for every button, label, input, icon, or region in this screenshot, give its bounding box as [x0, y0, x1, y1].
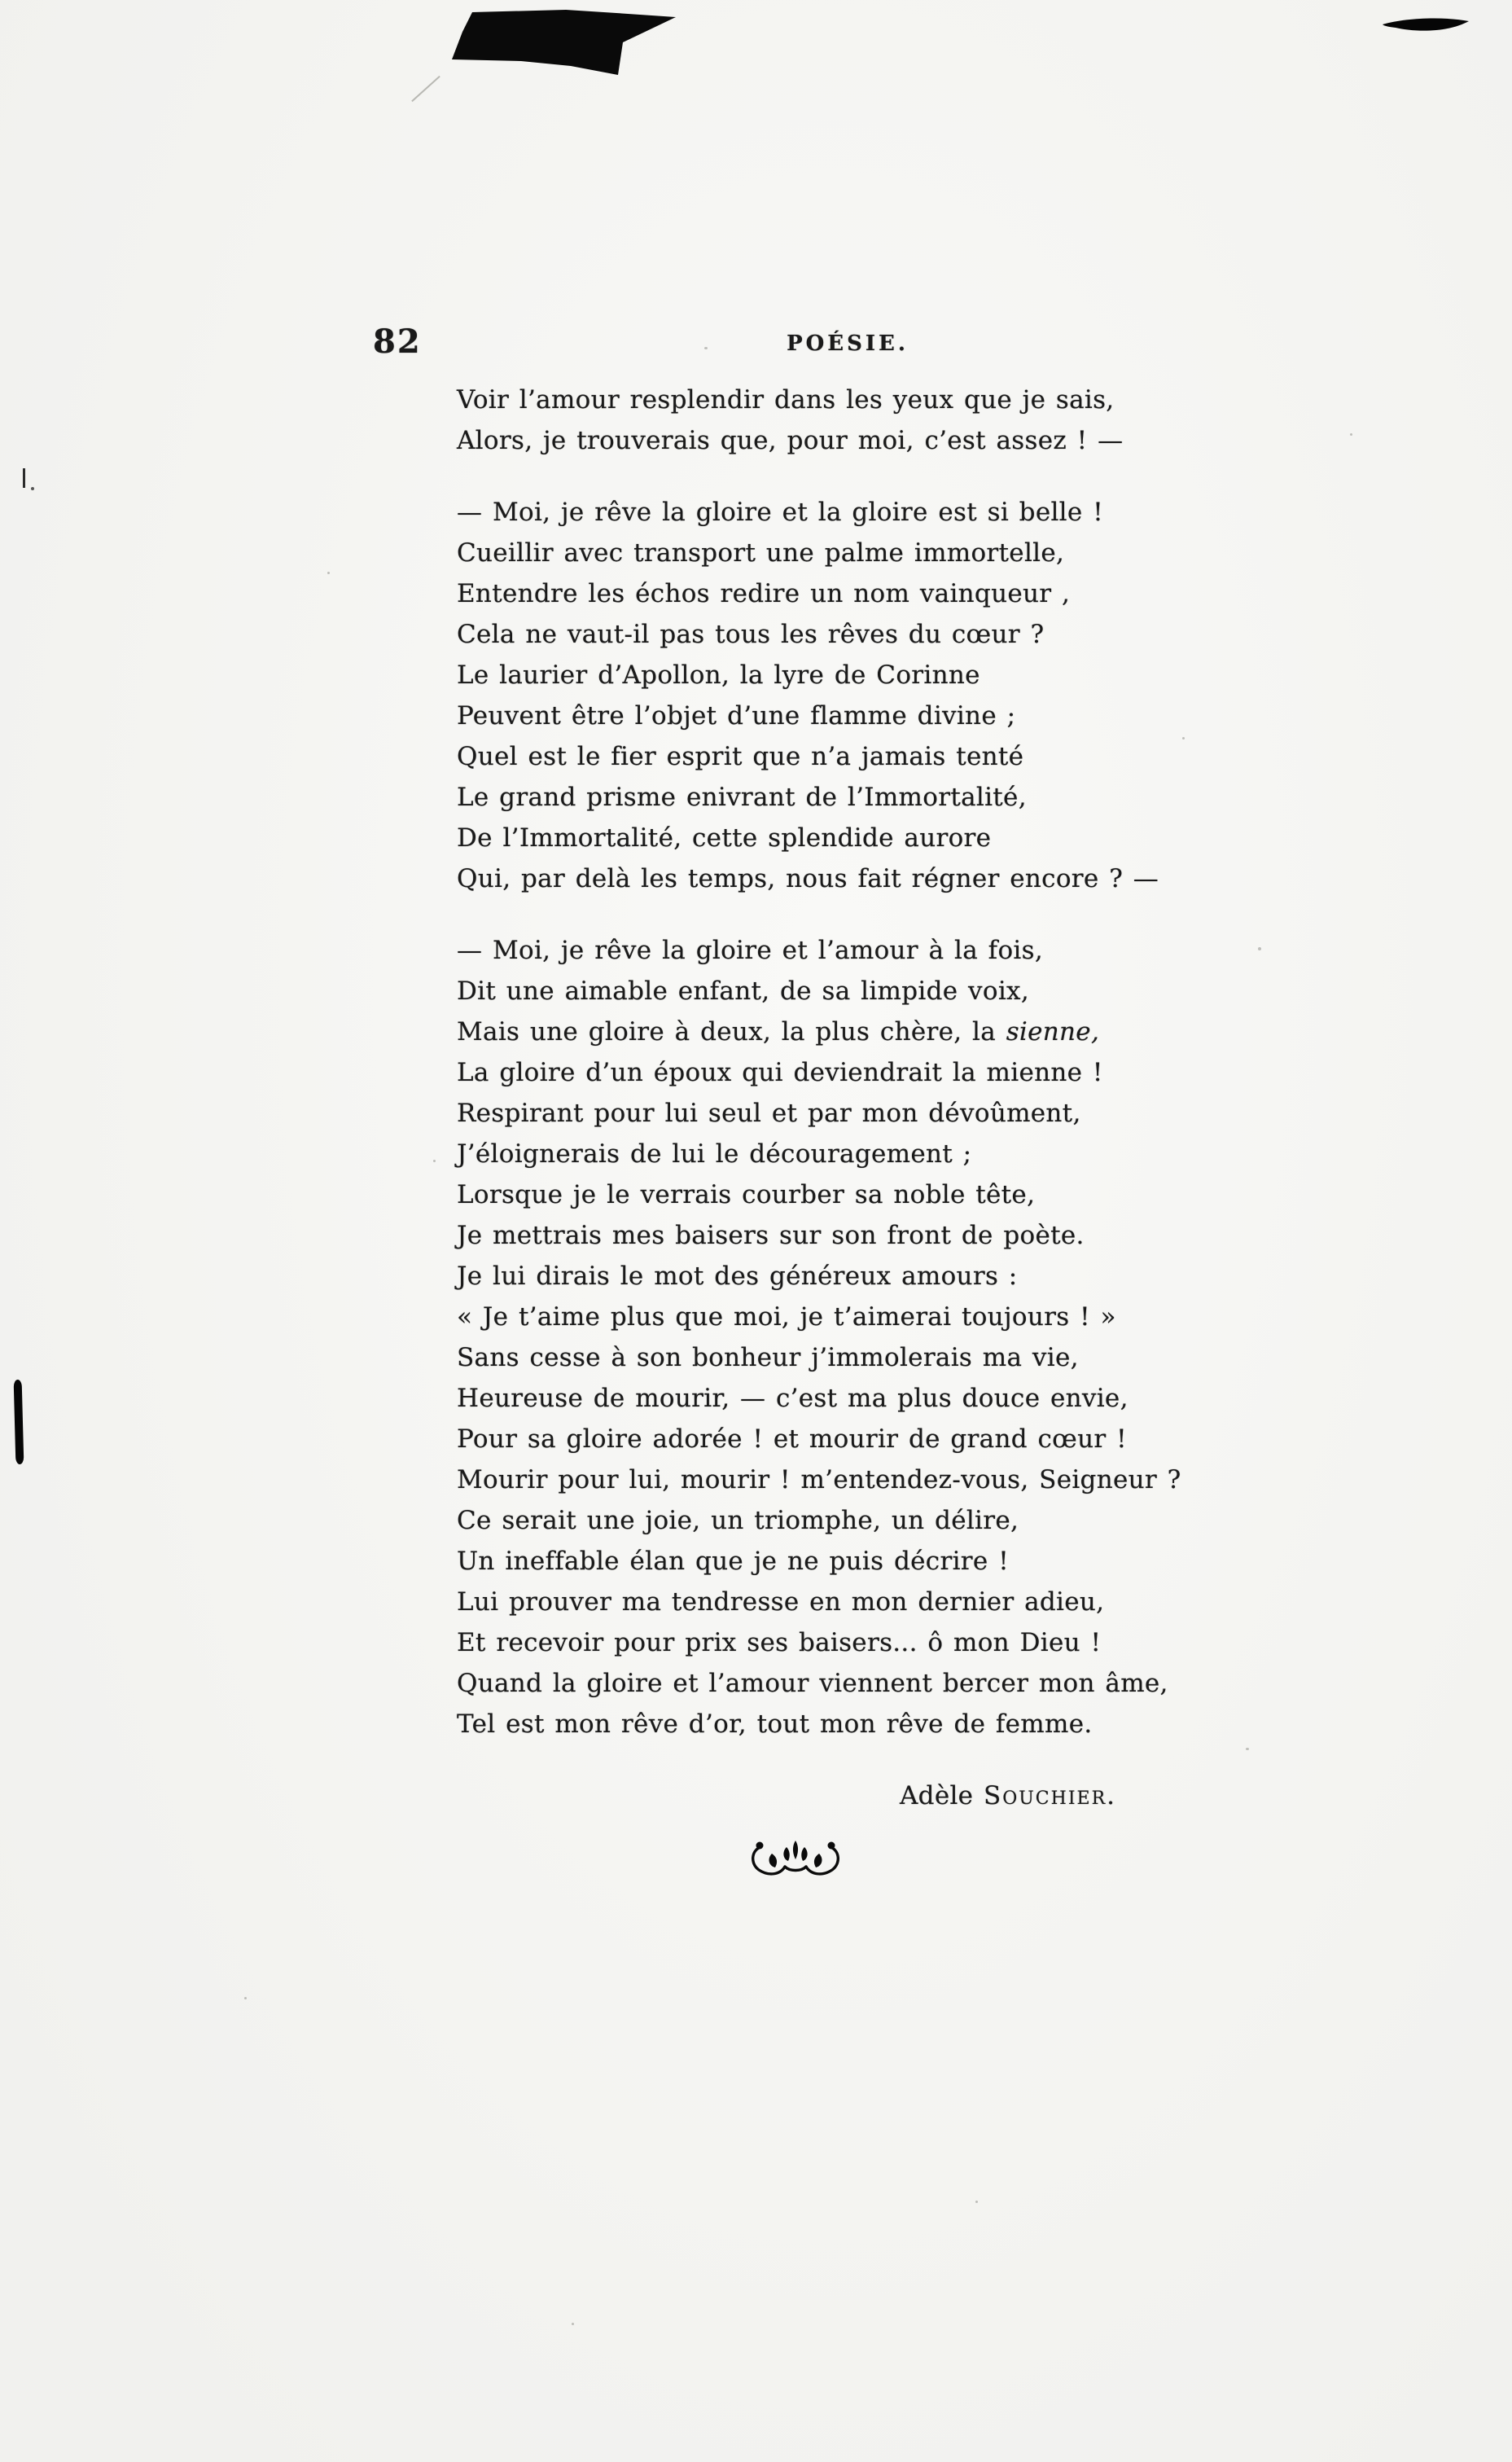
poem-line — [457, 1052, 1238, 1093]
crescent-ink-mark — [1381, 16, 1470, 37]
poem-line-segment: Cela ne vaut-il pas tous les rêves du cœur ? — [457, 620, 1045, 649]
poem-line — [457, 573, 1238, 614]
scan-speck — [704, 347, 708, 349]
poem-line-segment: Tel est mon rêve d’or, tout mon rêve de femme. — [457, 1709, 1093, 1739]
poem-line — [457, 1215, 1238, 1256]
poem-stanzas — [457, 380, 1238, 1744]
margin-bar-mark — [14, 1380, 24, 1464]
poem-line-segment: Cueillir avec transport une palme immortelle, — [457, 538, 1065, 568]
scan-speck — [1350, 433, 1352, 436]
poem-line — [457, 1378, 1238, 1419]
poem-line — [457, 1297, 1238, 1337]
poem-line-segment-italic: sienne, — [1006, 1017, 1100, 1047]
ink-blot — [444, 7, 688, 84]
author-signature — [457, 1775, 1238, 1816]
poem-line — [457, 818, 1238, 858]
poem-line — [457, 655, 1238, 696]
poem-line — [457, 1337, 1238, 1378]
stanza-1 — [457, 380, 1238, 461]
poem-line-segment: Lorsque je le verrais courber sa noble tête, — [457, 1180, 1036, 1209]
poem-line-segment: Ce serait une joie, un triomphe, un délire, — [457, 1506, 1019, 1535]
scan-speck — [244, 1997, 247, 1999]
poem-line-segment: J’éloignerais de lui le découragement ; — [457, 1139, 972, 1169]
poem-line — [457, 1459, 1238, 1500]
scan-speck — [327, 572, 330, 574]
poem-line-segment: Dit une aimable enfant, de sa limpide voix, — [457, 976, 1029, 1006]
poem-line — [457, 1663, 1238, 1704]
scan-speck — [1182, 737, 1185, 739]
poem-line — [457, 1012, 1238, 1052]
poem-line-segment: La gloire d’un époux qui deviendrait la mienne ! — [457, 1058, 1103, 1087]
author-surname: Souchier. — [983, 1781, 1116, 1810]
poem-line-segment: Entendre les échos redire un nom vainqueur , — [457, 579, 1071, 608]
scan-speck — [1246, 1748, 1249, 1750]
poem-line — [457, 614, 1238, 655]
poem-line — [457, 420, 1238, 461]
poem-line-segment: Le grand prisme enivrant de l’Immortalité, — [457, 783, 1027, 812]
poem-line-segment: Heureuse de mourir, — c’est ma plus douce envie, — [457, 1384, 1129, 1413]
poem-line — [457, 930, 1238, 971]
poem — [457, 380, 1238, 1816]
margin-tick-dot — [31, 487, 34, 490]
poem-line — [457, 1174, 1238, 1215]
poem-line-segment: Peuvent être l’objet d’une flamme divine ; — [457, 701, 1016, 731]
margin-tick-mark — [23, 468, 25, 488]
poem-line-segment: Pour sa gloire adorée ! et mourir de grand cœur ! — [457, 1424, 1127, 1454]
poem-line — [457, 858, 1238, 899]
poem-line-segment: Quand la gloire et l’amour viennent bercer mon âme, — [457, 1669, 1168, 1698]
poem-line — [457, 1256, 1238, 1297]
poem-line — [457, 1541, 1238, 1582]
poem-line-segment: « Je t’aime plus que moi, je t’aimerai toujours ! » — [457, 1302, 1116, 1332]
poem-line-segment: Je lui dirais le mot des généreux amours : — [457, 1262, 1018, 1291]
poem-line-segment: — Moi, je rêve la gloire et l’amour à la fois, — [457, 936, 1043, 965]
poem-line — [457, 1419, 1238, 1459]
poem-line — [457, 696, 1238, 736]
poem-line-segment: Le laurier d’Apollon, la lyre de Corinne — [457, 660, 980, 690]
stanza-2 — [457, 492, 1238, 899]
stanza-3 — [457, 930, 1238, 1744]
poem-line — [457, 492, 1238, 533]
poem-line-segment: Un ineffable élan que je ne puis décrire ! — [457, 1547, 1009, 1576]
author-given-name: Adèle — [899, 1781, 984, 1810]
poem-line — [457, 1622, 1238, 1663]
scan-speck — [433, 1160, 436, 1162]
poem-line — [457, 1704, 1238, 1744]
poem-line-segment: Je mettrais mes baisers sur son front de poète. — [457, 1221, 1085, 1250]
poem-line — [457, 736, 1238, 777]
poem-line — [457, 1582, 1238, 1622]
poem-line — [457, 971, 1238, 1012]
running-header: POÉSIE. — [787, 331, 909, 356]
scan-speck — [572, 2323, 574, 2325]
poem-line — [457, 1093, 1238, 1134]
poem-line-segment: Alors, je trouverais que, pour moi, c’est assez ! — — [457, 426, 1124, 455]
poem-line-segment: Mourir pour lui, mourir ! m’entendez-vous, Seigneur ? — [457, 1465, 1181, 1494]
poem-line-segment: — Moi, je rêve la gloire et la gloire est si belle ! — [457, 498, 1103, 527]
poem-line — [457, 380, 1238, 420]
scan-speck — [1258, 947, 1261, 950]
poem-line-segment: Lui prouver ma tendresse en mon dernier adieu, — [457, 1587, 1105, 1617]
poem-line-segment: Qui, par delà les temps, nous fait régner encore ? — — [457, 864, 1159, 893]
poem-line-segment: Et recevoir pour prix ses baisers... ô mon Dieu ! — [457, 1628, 1102, 1657]
poem-line — [457, 777, 1238, 818]
poem-line-segment: Quel est le fier esprit que n’a jamais tenté — [457, 742, 1024, 771]
poem-line — [457, 1500, 1238, 1541]
poem-line-segment: De l’Immortalité, cette splendide aurore — [457, 823, 992, 853]
poem-line-segment: Respirant pour lui seul et par mon dévoûment, — [457, 1099, 1081, 1128]
poem-line-segment: Mais une gloire à deux, la plus chère, la — [457, 1017, 1006, 1047]
scan-speck — [975, 2201, 978, 2203]
poem-line-segment: Voir l’amour resplendir dans les yeux que je sais, — [457, 385, 1115, 415]
poem-line — [457, 1134, 1238, 1174]
page-number: 82 — [373, 323, 422, 361]
poem-line-segment: Sans cesse à son bonheur j’immolerais ma vie, — [457, 1343, 1079, 1372]
poem-line — [457, 533, 1238, 573]
scan-scratch-mark — [411, 76, 440, 102]
fleuron-ornament — [747, 1837, 844, 1883]
